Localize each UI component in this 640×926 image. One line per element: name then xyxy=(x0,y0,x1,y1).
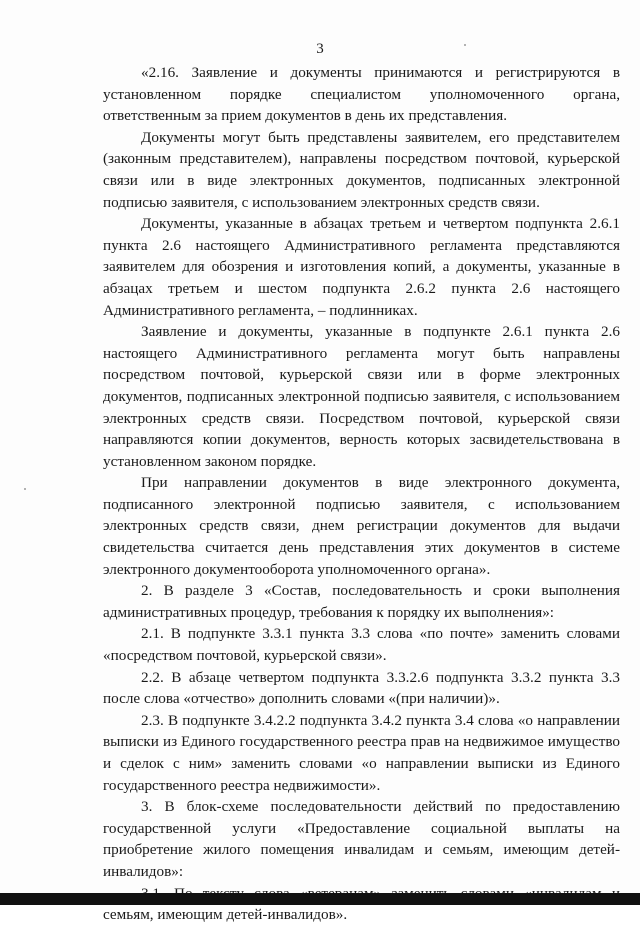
paragraph-3-block-scheme: 3. В блок-схеме последовательности действий по предоставлению государственной услуги «Предоставление социальной выплаты на приобретение жилого помещения инвалидам и семьям, имеющим детей-инвалидов»: xyxy=(103,798,620,880)
paragraph-section-3: 2. В разделе 3 «Состав, последовательность и сроки выполнения административных процедур, требования к порядку их выполнения»: xyxy=(103,582,620,621)
page-number: 3 xyxy=(316,41,324,57)
scan-speck xyxy=(464,44,466,46)
paragraph-registration-day: При направлении документов в виде электронного документа, подписанного электронной подписью заявителя, с использованием электронных средств связи, днем регистрации документов для выдачи свидетельства считается день представления этих документов в системе электронного документооборота уполномоченного органа». xyxy=(103,474,620,578)
scan-speck xyxy=(24,488,26,490)
paragraph-postal-electronic: Заявление и документы, указанные в подпункте 2.6.1 пункта 2.6 настоящего Административного регламента могут быть направлены посредством почтовой, курьерской связи или в форме электронных документов, подписанных электронной подписью заявителя, с использованием электронных средств связи. Посредством почтовой, курьерской связи направляются копии документов, верность которых засвидетельствована в установленном законом порядке. xyxy=(103,323,620,470)
scan-border-bar xyxy=(0,893,640,905)
paragraph-2-16: «2.16. Заявление и документы принимаются и регистрируются в установленном порядке специалистом уполномоченного органа, ответственным за прием документов в день их представления. xyxy=(103,64,620,125)
paragraph-3-1: семьям, имеющим детей-инвалидов». xyxy=(103,906,348,924)
paragraph-documents-copies: Документы, указанные в абзацах третьем и четвертом подпункта 2.6.1 пункта 2.6 настоящего Административного регламента представляются заявителем для обозрения и изготовления копий, а документы, указанные в абзацах третьем и шестом подпункта 2.6.2 пункта 2.6 настоящего Административного регламента, – подлинниках. xyxy=(103,215,620,319)
paragraph-2-1: 2.1. В подпункте 3.3.1 пункта 3.3 слова «по почте» заменить словами «посредством почтовой, курьерской связи». xyxy=(103,625,620,665)
paragraph-2-3: 2.3. В подпункте 3.4.2.2 подпункта 3.4.2 пункта 3.4 слова «о направлении выписки из Единого государственного реестра прав на недвижимое имущество и сделок с ним» заменить словами «о направлении выписки из Единого государственного реестра недвижимости». xyxy=(103,711,620,794)
paragraph-submission-methods: Документы могут быть представлены заявителем, его представителем (законным представителем), направлены посредством почтовой, курьерской связи или в виде электронных документов, подписанных электронной подписью заявителя, с использованием электронных средств связи. xyxy=(103,128,620,211)
paragraph-2-2: 2.2. В абзаце четвертом подпункта 3.3.2.6 подпункта 3.3.2 пункта 3.3 после слова «отчество» дополнить словами «(при наличии)». xyxy=(103,668,620,708)
document-body xyxy=(103,62,620,926)
